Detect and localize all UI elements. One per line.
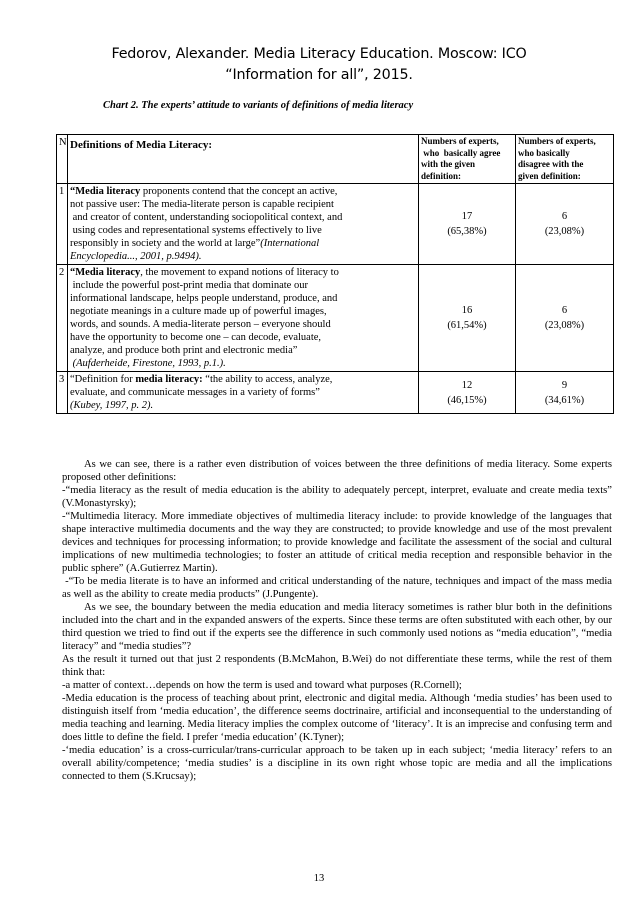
header-n: N <box>57 135 68 184</box>
disagree-cell: 6 (23,08%) <box>516 265 614 372</box>
paragraph: -a matter of context…depends on how the term is used and toward what purposes (R.Cornell); <box>62 680 462 691</box>
paragraph: As we can see, there is a rather even distribution of voices between the three definitions of media literacy. Some experts proposed other definitions: <box>62 459 612 483</box>
row-definition: “Media literacy, the movement to expand notions of literacy to include the powerful post-print media that dominate our informational landscape, helps people understand, produce, and negotiate meanings in a culture made up of powerful images, words, and sounds. A media-literate person – everyone should have the opportunity to become one – can decode, evaluate, analyze, and produce both print and electronic media” (Aufderheide, Firestone, 1993, p.1.). <box>68 265 419 372</box>
paragraph: -“media literacy as the result of media education is the ability to adequately percept, interpret, evaluate and create media texts” (V.Monastyrsky); <box>62 485 612 509</box>
header-line-1: Fedorov, Alexander. Media Literacy Education. Moscow: ICO <box>111 46 527 62</box>
table-header-row <box>57 135 614 184</box>
row-number: 1 <box>57 184 68 265</box>
disagree-cell: 6 (23,08%) <box>516 184 614 265</box>
table-row <box>57 372 614 414</box>
page-number: 13 <box>313 873 325 884</box>
header-line-2: “Information for all”, 2015. <box>225 67 413 83</box>
agree-cell: 12 (46,15%) <box>419 372 516 414</box>
paragraph: -Media education is the process of teaching about print, electronic and digital media. Although ‘media studies’ has been used to distinguish itself from ‘media education’, the difference seems doctrinaire, artificial and inconsequential to the understanding of media teaching and learning. Media literacy implies the complex outcome of ‘literacy’. It is an imprecise and confusing term and does little to define the field. I prefer ‘media education’ (K.Tyner); <box>62 693 612 743</box>
paragraph: As we see, the boundary between the media education and media literacy sometimes is rather blur both in the definitions included into the chart and in the expanded answers of the experts. Since these terms are often substituted with each other, by our third question we tried to find out if the experts see the difference in such commonly used notions as “media education”, “media literacy” and “media studies”? <box>62 602 612 652</box>
chart-title: Chart 2. The experts’ attitude to variants of definitions of media literacy <box>103 100 414 111</box>
table-row <box>57 265 614 372</box>
disagree-cell: 9 (34,61%) <box>516 372 614 414</box>
running-header <box>0 44 638 86</box>
table-row <box>57 184 614 265</box>
paragraph: -“Multimedia literacy. More immediate objectives of multimedia literacy include: to provide knowledge of the languages that shape interactive multimedia documents and the way they are constructed; to provide knowledge and use of the most prevalent devices and techniques for processing information; to provide knowledge and facilitate the assessment of the social and cultural implications of new multimedia technologies; to foster an attitude of critical media reception and responsible behavior in the public sphere” (A.Gutierrez Martin). <box>62 511 612 574</box>
row-number: 2 <box>57 265 68 372</box>
definitions-table <box>56 134 614 414</box>
agree-cell: 16 (61,54%) <box>419 265 516 372</box>
header-disagree: Numbers of experts, who basically disagree with the given definition: <box>516 135 614 184</box>
row-definition: “Definition for media literacy: “the ability to access, analyze, evaluate, and communicate messages in a variety of forms” (Kubey, 1997, p. 2). <box>68 372 419 414</box>
body-text <box>62 458 615 783</box>
row-number: 3 <box>57 372 68 414</box>
paragraph: As the result it turned out that just 2 respondents (B.McMahon, B.Wei) do not differentiate these terms, while the rest of them think that: <box>62 654 612 678</box>
paragraph: -‘media education’ is a cross-curricular/trans-curricular approach to be taken up in each subject; ‘media literacy’ refers to an overall ability/competence; ‘media studies’ is a discipline in its own right whose topic are media and all the implications connected to them (S.Krucsay); <box>62 745 612 782</box>
header-definitions: Definitions of Media Literacy: <box>68 135 419 184</box>
header-agree: Numbers of experts, who basically agree with the given definition: <box>419 135 516 184</box>
row-definition: “Media literacy proponents contend that the concept an active, not passive user: The media-literate person is capable recipient and creator of content, understanding sociopolitical context, and using codes and representational systems effectively to live responsibly in society and the world at large”(International Encyclopedia..., 2001, p.9494). <box>68 184 419 265</box>
agree-cell: 17 (65,38%) <box>419 184 516 265</box>
paragraph: -“To be media literate is to have an informed and critical understanding of the nature, techniques and impact of the mass media as well as the ability to create media products” (J.Pungente). <box>62 576 615 600</box>
